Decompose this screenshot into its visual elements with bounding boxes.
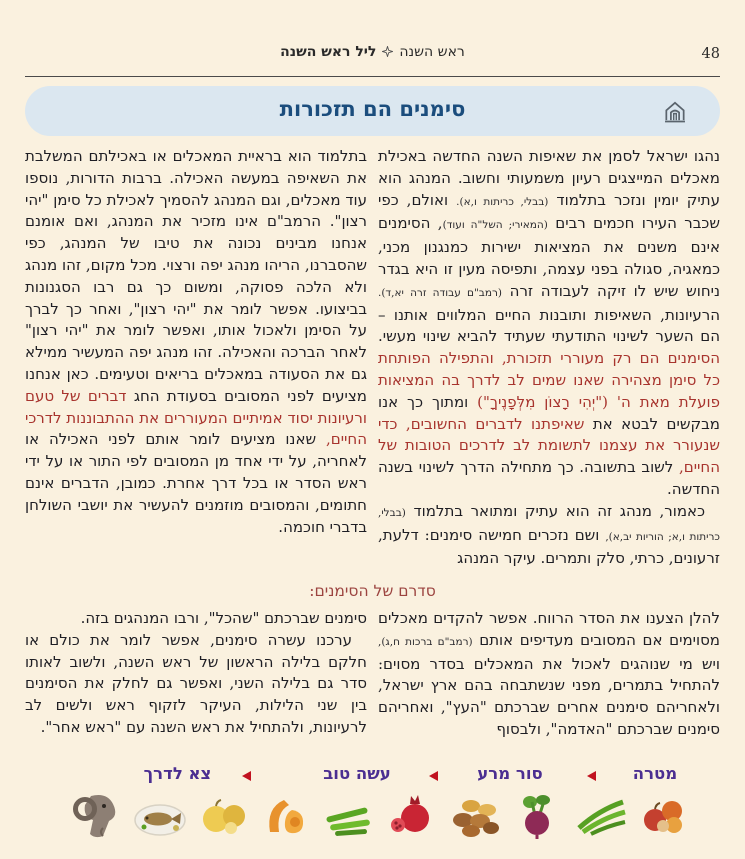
top-left-column xyxy=(25,146,367,582)
text-run: נהגו ישראל לסמן את שאיפות השנה החדשה באכילת מאכלים המייצגים רעיון משמעותי וחשוב. המנהג הוא עתיק יומין ונזכר בתלמוד xyxy=(378,147,720,209)
green-beans-image xyxy=(321,790,377,840)
cite-text-run: (רמב"ם ברכות ח,ג), xyxy=(378,635,473,648)
text-run: ומתוך כך אנו מבקשים לבטא את xyxy=(378,392,720,433)
paragraph xyxy=(25,608,367,630)
cite-text-run: (המאירי; השל"ה ועוד) xyxy=(442,219,548,232)
text-run: , הסימנים אינם משנים את המציאות ישירות כמנגנון מכני, כמאגיה, סגולה בפני עצמה, ותפיסה מעין זו היא בגדר ניחוש שיש לו זיקה לעבודה זרה xyxy=(378,214,720,300)
gourd-image xyxy=(258,790,314,840)
simanim-foods-row xyxy=(25,790,720,846)
chapter-title: ליל ראש השנה xyxy=(280,44,377,60)
fish-plate-image xyxy=(132,790,188,840)
label-set-out: צא לדרך xyxy=(143,764,212,783)
top-section xyxy=(25,146,720,582)
red-text-run: הסימנים הם רק מעוררי תזכורת, והתפילה הפותחת כל סימן מצהירה שאנו שמים לב לדרך בה המציאות פועלת מאת ה' ("יְהִי רָצוֹן מִלְּפָנֶיךָ") xyxy=(378,349,720,411)
page-title: סימנים הם תזכורות xyxy=(279,96,466,121)
leek-image xyxy=(573,790,629,840)
text-run: כאמור, מנהג זה הוא עתיק ומתואר בתלמוד xyxy=(405,501,705,520)
paragraph xyxy=(378,501,720,570)
label-turn-from-evil: סור מרע xyxy=(477,764,543,783)
header-divider xyxy=(25,76,720,77)
left-arrow-icon xyxy=(587,771,596,781)
pomegranate-image xyxy=(384,790,440,840)
text-run: בתלמוד הוא בראיית המאכלים או באכילתם המשלבת את השאיפה במעשה האכילה. ברבות הדורות, נוספו עוד מאכלים, וגם המנהג להסמיך לאכילת כל סימן "יהי רצון". הרמב"ם אינו מזכיר את המנהג, ואם אומנם אנחנו מבינים נכונה את טיבו של המנהג, כפי שהסברנו, הריהו מנהג יפה ורצוי. מכל מקום, זהו מנהג ולא הלכה פסוקה, ומשום כך גם רבו הסגנונות בביצועו. אפשר לומר את "יהי רצון", ואחר כך לברך על הסימן ולאכול אותו, ואפשר לומר את "יהי רצון" לאחר הברכה והאכילה. זהו מנהג יפה המעשיר ממילא גם את הסעודה במאכלים בריאים וטעימים. כאן אנחנו מציעים לפני המסובים בסעודת החג xyxy=(25,147,367,405)
text-run: ויש מי שנוהגים לאכול את המאכלים בסדר מסוים: להתחיל בתמרים, מפני שנשתבחה בהם ארץ ישראל, ולאחריהם סימנים אחרים שברכתם "העץ", ואחריהם סימנים שברכתם "האדמה", ולבסוף xyxy=(378,654,720,738)
title-banner xyxy=(25,86,720,136)
cite-text-run: (בבלי, כריתות ו,א; הוריות יב,א), xyxy=(378,506,720,543)
diamond-star-icon xyxy=(382,45,393,61)
paragraph xyxy=(378,608,720,741)
ram-head-image xyxy=(69,790,125,840)
running-header xyxy=(25,44,720,61)
page-number: 48 xyxy=(701,46,720,62)
text-run: שאנו מציעים לומר אותם לפני האכילה או לאחריה, על ידי אחד מן המסובים לפי התור או על ידי ראש הסדר או בכל דרך אחרת. כמובן, הדברים אינם חתומים, והמסובים מוזמנים להעשיר את יושבי השולחן בדברי חוכמה. xyxy=(25,430,367,536)
beet-image xyxy=(510,790,566,840)
label-goal: מטרה xyxy=(632,764,678,783)
page-header xyxy=(25,44,720,68)
apple-and-honey-image xyxy=(636,790,692,840)
cite-text-run: (בבלי, כריתות ו,א). xyxy=(456,195,549,208)
text-run: ושם נזכרים חמישה סימנים: דלעת, זרעונים, כרתי, סלק ותמרים. עיקר המנהג xyxy=(378,525,720,568)
dates-image xyxy=(447,790,503,840)
text-run: ערכנו עשרה סימנים, אפשר לומר את כולם או חלקם בלילה הראשון של ראש השנה, ולשוב לאותו סדר גם בלילה השני, ואפשר גם לחלק את הסימנים בין שני הלילות, העיקר לזקוף ראש ולשים לב לרעיונות, ולהתחיל את ראש השנה עם "ראש אחר". xyxy=(25,630,367,736)
red-text-run: שאיפתנו לדברים החשובים, כדי שנעורר את עצמנו לתשומת לב לדרכים הטובות של החיים, xyxy=(378,414,720,477)
cite-text-run: (רמב"ם עבודה זרה יא,ד). xyxy=(378,286,503,299)
red-text-run: דברים של טעם ורעיונות יסוד אמיתיים המעוררים את ההתבוננות לדרכי החיים, xyxy=(25,386,367,449)
label-do-good: עשה טוב xyxy=(323,764,391,783)
text-run: הרעיונות, השאיפות ותובנות החיים המלווים אותנו – הם השער לשינוי התודעתי שעתיד להביא שינוי מעשי. xyxy=(378,305,720,346)
paragraph xyxy=(25,630,367,739)
text-run: ואולם, כפי שכבר העירו חכמים רבים xyxy=(378,190,720,233)
bottom-section xyxy=(25,608,720,762)
simanim-flow-labels xyxy=(25,764,720,788)
section-title: ראש השנה xyxy=(399,44,465,60)
top-right-column xyxy=(378,146,720,582)
text-run: סימנים שברכתם "שהכל", ורבו המנהגים בזה. xyxy=(80,609,367,627)
left-arrow-icon xyxy=(429,771,438,781)
section-heading: סדרם של הסימנים: xyxy=(309,582,436,600)
left-arrow-icon xyxy=(242,771,251,781)
quince-image xyxy=(195,790,251,840)
paragraph xyxy=(25,146,367,538)
bottom-right-column xyxy=(378,608,720,762)
bottom-left-column xyxy=(25,608,367,762)
text-run: לשוב בתשובה. כך מתחילה הדרך לשינוי בשנה החדשה. xyxy=(378,458,720,498)
text-run: להלן הצענו את הסדר הרווח. אפשר להקדים מאכלים מסוימים אם המסובים מעדיפים אותם xyxy=(378,609,720,649)
paragraph xyxy=(378,146,720,501)
